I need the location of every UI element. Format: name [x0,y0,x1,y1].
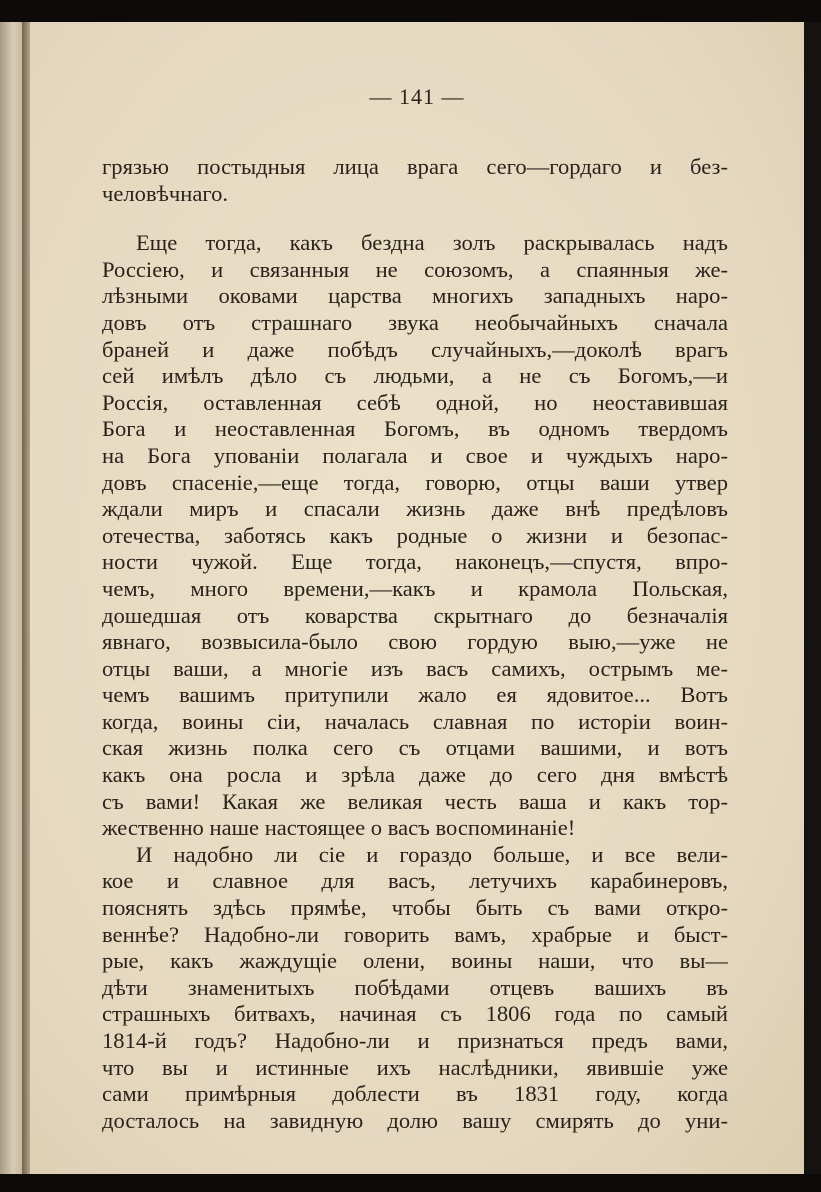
text-line: что вы и истинные ихъ наслѣдники, явившіе уже [102,1054,728,1080]
text-line: 1814-й годъ? Надобно-ли и признаться предъ вами, [102,1028,728,1053]
text-line: лѣзными оковами царства многихъ западныхъ наро- [102,283,728,309]
text-line: грязью постыдныя лица врага сего—гордаго и без- [102,154,728,179]
text-line: Бога и неоставленная Богомъ, въ одномъ твердомъ [102,416,728,442]
text-line: Еще тогда, какъ бездна золъ раскрывалась надъ [136,230,728,256]
text-line: отечества, заботясь какъ родные о жизни и безопас- [102,522,728,548]
text-line: сей имѣлъ дѣло съ людьми, а не съ Богомъ,—и [102,363,728,389]
text-line: отцы ваши, а многіе изъ васъ самихъ, острымъ ме- [102,655,728,681]
book-page [30,22,804,1174]
text-line: на Бога упованіи полагала и свое и чуждыхъ наро- [102,442,728,468]
text-line: веннѣе? Надобно-ли говорить вамъ, храбрые и быст- [102,921,728,947]
text-line: Россіею, и связанныя не союзомъ, а спаянныя же- [102,256,728,282]
text-line: сами примѣрныя доблести въ 1831 году, когда [102,1081,728,1107]
paragraph-gap [102,207,728,230]
text-line: Россія, оставленная себѣ одной, но неоставившая [102,389,728,415]
text-line: человѣчнаго. [102,180,229,206]
text-line: чемъ вашимъ притупили жало ея ядовитое... Вотъ [102,682,728,708]
book-gutter [22,22,30,1174]
text-line: когда, воины сіи, началась славная по исторіи воин- [102,708,728,734]
text-line: жественно наше настоящее о васъ воспоминаніе! [102,815,576,841]
text-line: ности чужой. Еще тогда, наконецъ,—спустя, впро- [102,549,728,575]
text-line: ская жизнь полка сего съ отцами вашими, и вотъ [102,735,728,761]
page-number: — 141 — [369,84,465,109]
text-line: кое и славное для васъ, летучихъ карабинеровъ, [102,868,728,894]
text-line: рые, какъ жаждущіе олени, воины наши, что вы— [102,948,728,974]
text-line: досталось на завидную долю вашу смирять до уни- [102,1107,728,1133]
text-line: довъ спасеніе,—еще тогда, говорю, отцы ваши утвер [102,469,728,495]
text-line: ждали миръ и спасали жизнь даже внѣ предѣловъ [102,496,728,522]
right-border [804,22,821,1174]
text-line: пояснять здѣсь прямѣе, чтобы быть съ вами откро- [102,895,728,921]
text-line: дѣти знаменитыхъ побѣдами отцевъ вашихъ въ [102,974,728,1000]
text-line: страшныхъ битвахъ, начиная съ 1806 года по самый [102,1001,728,1027]
text-line: чемъ, много времени,—какъ и крамола Польская, [102,575,728,601]
text-line: довъ отъ страшнаго звука необычайныхъ сначала [102,309,728,335]
page-text [102,154,728,1134]
text-line: какъ она росла и зрѣла даже до сего дня вмѣстѣ [102,762,728,788]
text-line: съ вами! Какая же великая честь ваша и какъ тор- [102,788,728,814]
text-line: И надобно ли сіе и гораздо больше, и все вели- [136,841,728,867]
text-line: дошедшая отъ коварства скрытнаго до безначалія [102,602,728,628]
left-page-edge [0,22,22,1174]
text-line: браней и даже побѣдъ случайныхъ,—доколѣ врагъ [102,336,728,362]
text-line: явнаго, возвысила-было свою гордую выю,—уже не [102,629,728,655]
